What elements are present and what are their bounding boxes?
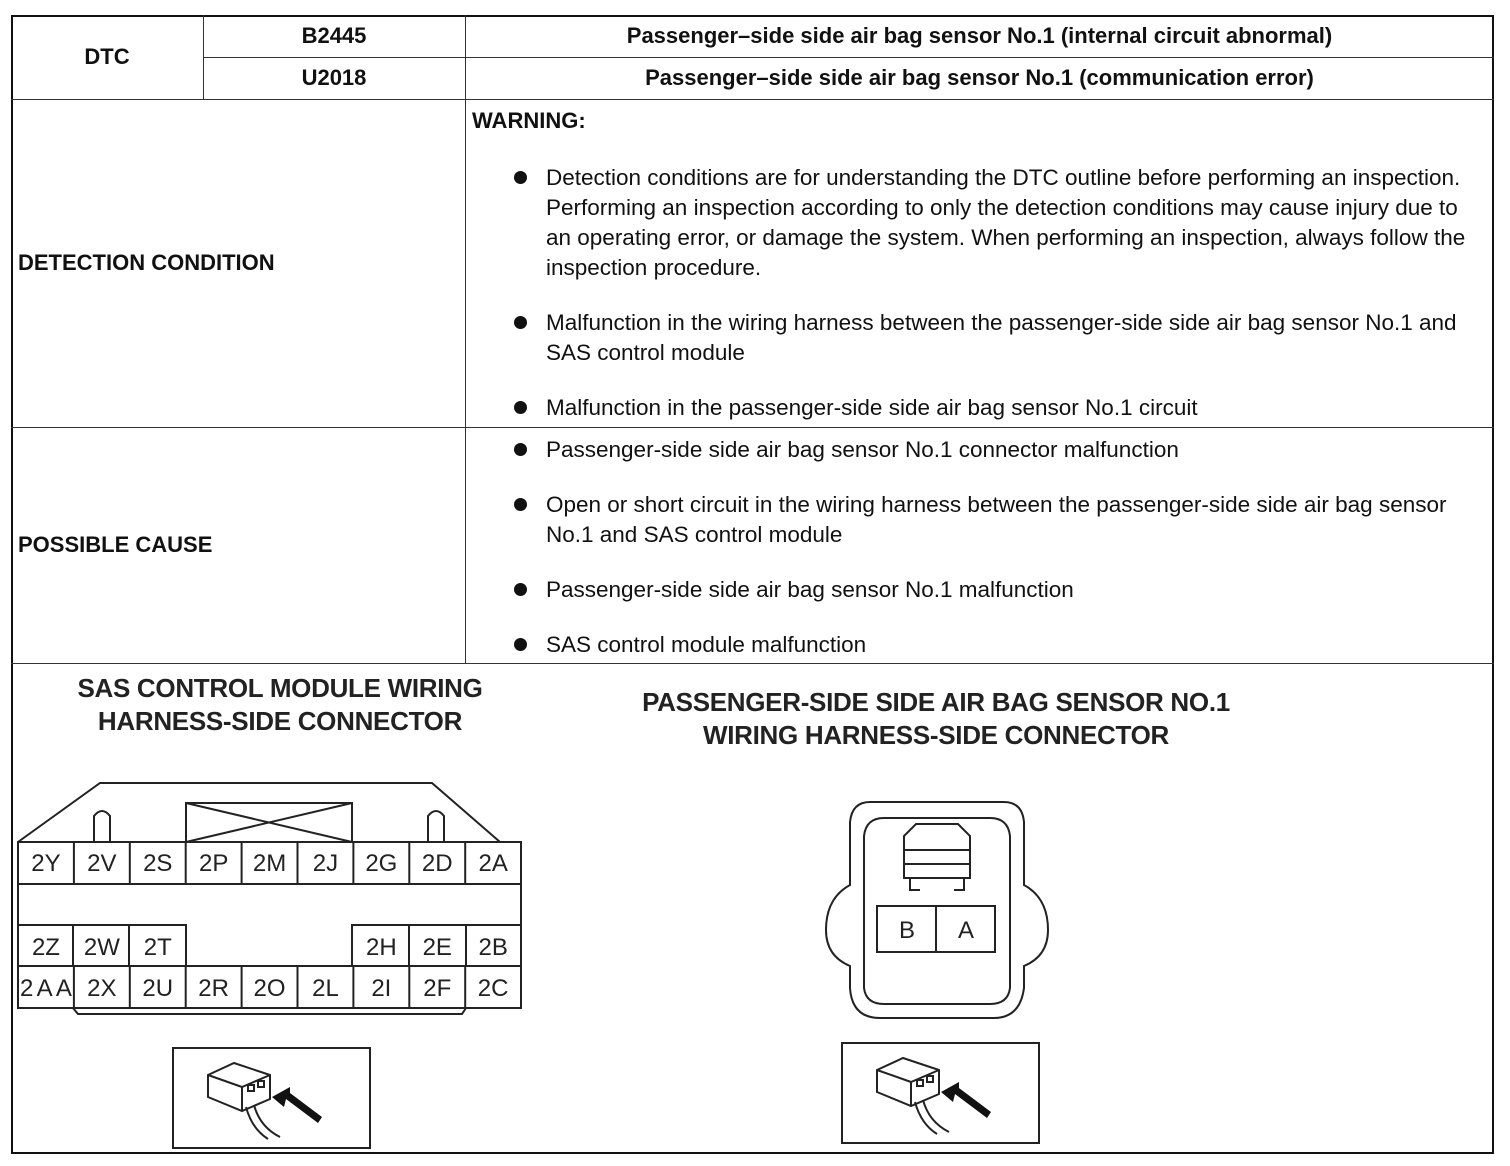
- dtc-code: U2018: [301, 65, 367, 90]
- warning-label: WARNING:: [472, 108, 586, 133]
- list-item-text: Open or short circuit in the wiring harness between the passenger-side side air bag sensor No.1 and SAS control module: [546, 492, 1447, 547]
- dtc-label: DTC: [84, 44, 130, 69]
- pin-label: 2J: [312, 850, 339, 877]
- pin-label: 2A: [478, 850, 508, 877]
- list-item-text: Passenger-side side air bag sensor No.1 malfunction: [546, 577, 1074, 602]
- dtc-code: B2445: [301, 23, 367, 48]
- pin-label: 2M: [252, 850, 287, 877]
- sas-connector-title-line2: HARNESS-SIDE CONNECTOR: [97, 706, 463, 736]
- harness-connector-icon: [841, 1042, 1041, 1146]
- pin-label: 2H: [366, 934, 397, 961]
- detection-condition-label: DETECTION CONDITION: [18, 250, 275, 275]
- pin-label: 2R: [198, 975, 229, 1002]
- pin-label: 2T: [143, 934, 172, 961]
- pin-label: 2V: [87, 850, 117, 877]
- pin-label: 2X: [87, 975, 117, 1002]
- pin-label: 2D: [421, 850, 453, 877]
- pin-label-a: A: [957, 917, 975, 944]
- pin-label: 2Y: [31, 850, 61, 877]
- pin-label-b: B: [898, 917, 916, 944]
- possible-cause-label: POSSIBLE CAUSE: [18, 532, 213, 557]
- pin-label: 2L: [312, 975, 339, 1002]
- list-item-text: Passenger-side side air bag sensor No.1 connector malfunction: [546, 437, 1179, 462]
- pin-label: 2Z: [31, 934, 60, 961]
- pin-label: 2U: [142, 975, 174, 1002]
- list-item-text: Malfunction in the wiring harness between the passenger-side side air bag sensor No.1 and SAS control module: [546, 310, 1457, 365]
- pin-label: 2E: [422, 934, 452, 961]
- pin-label: 2B: [478, 934, 508, 961]
- pin-label: 2W: [83, 934, 120, 961]
- list-item-text: Malfunction in the passenger-side side air bag sensor No.1 circuit: [546, 395, 1198, 420]
- pin-label: 2AA: [19, 975, 72, 1002]
- pin-label: 2P: [198, 850, 229, 877]
- dtc-description: Passenger–side side air bag sensor No.1 (communication error): [645, 65, 1314, 90]
- pin-label: 2S: [143, 850, 173, 877]
- list-item-text: Detection conditions are for understanding the DTC outline before performing an inspection. Performing an inspection according to only the detection conditions may cause injury due to an operating error, or damage the system. When performing an inspection, always follow the inspection procedure.: [546, 165, 1466, 280]
- pin-label: 2F: [423, 975, 452, 1002]
- pin-label: 2C: [477, 975, 509, 1002]
- sas-connector-title-line1: SAS CONTROL MODULE WIRING: [77, 673, 483, 703]
- sensor-connector-title-line1: PASSENGER-SIDE SIDE AIR BAG SENSOR NO.1: [642, 687, 1230, 717]
- pin-label: 2G: [365, 850, 398, 877]
- sensor-connector-title-line2: WIRING HARNESS-SIDE CONNECTOR: [702, 720, 1170, 750]
- harness-connector-icon: [172, 1047, 372, 1151]
- pin-label: 2I: [371, 975, 392, 1002]
- dtc-description: Passenger–side side air bag sensor No.1 (internal circuit abnormal): [626, 23, 1333, 48]
- pin-label: 2O: [253, 975, 286, 1002]
- list-item-text: SAS control module malfunction: [546, 632, 867, 657]
